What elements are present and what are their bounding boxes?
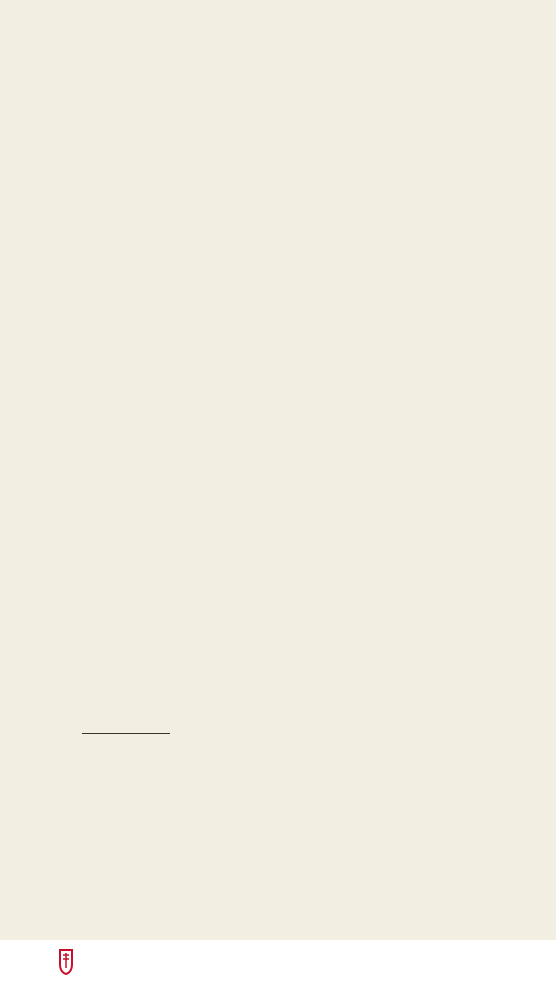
footnote-rule (82, 733, 170, 734)
heidelberg-crest-icon (57, 946, 75, 976)
viewer-footer (0, 940, 556, 984)
